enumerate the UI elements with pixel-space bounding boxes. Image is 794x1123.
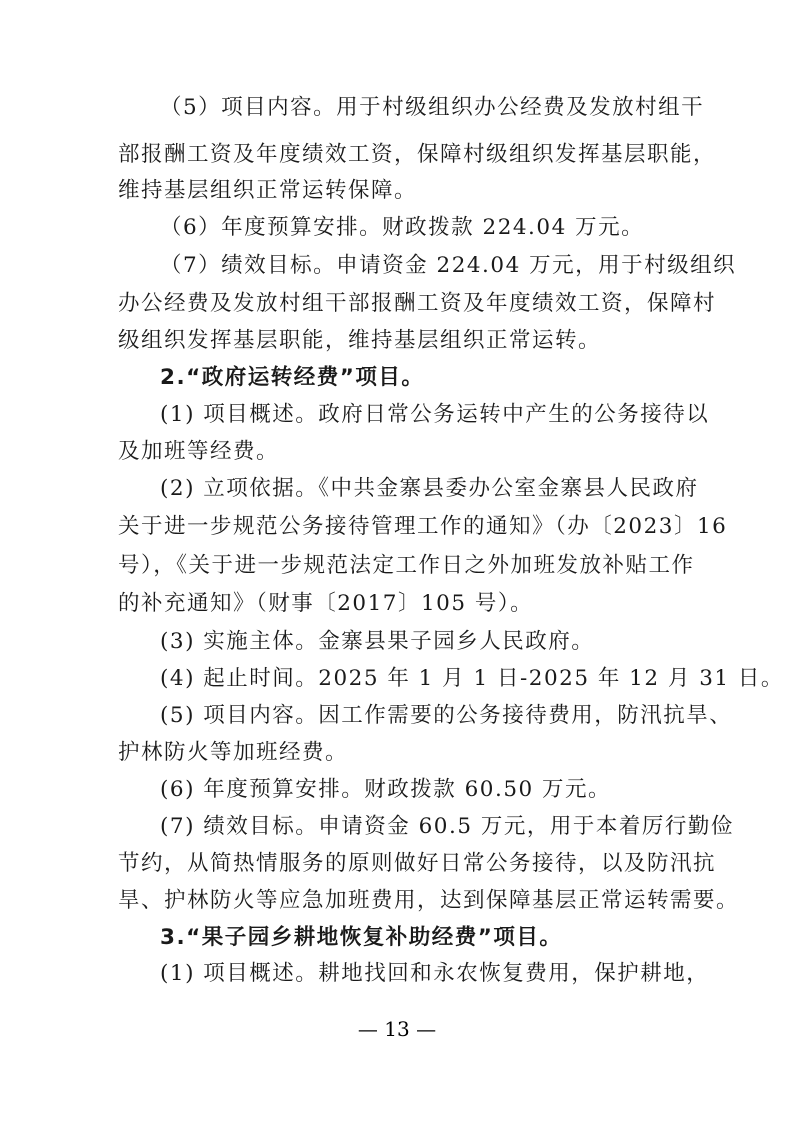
paragraph-line: 旱、护林防火等应急加班费用，达到保障基层正常运转需要。 <box>118 888 740 913</box>
paragraph-line: (7) 绩效目标。申请资金 60.5 万元，用于本着厉行勤俭 <box>160 814 734 839</box>
page-number: — 13 — <box>357 1017 437 1041</box>
paragraph-line: (6) 年度预算安排。财政拨款 60.50 万元。 <box>160 777 612 802</box>
paragraph-line: 部报酬工资及年度绩效工资，保障村级组织发挥基层职能， <box>118 142 717 167</box>
paragraph-line: 关于进一步规范公务接待管理工作的通知》（办〔2023〕16 <box>118 514 728 539</box>
paragraph-line: 节约，从简热情服务的原则做好日常公务接待，以及防汛抗 <box>118 851 717 876</box>
paragraph-line: (5) 项目内容。因工作需要的公务接待费用，防汛抗旱、 <box>160 703 733 728</box>
paragraph-line: 护林防火等加班经费。 <box>118 740 349 765</box>
paragraph-line: (3) 实施主体。金寨县果子园乡人民政府。 <box>160 629 595 654</box>
paragraph-line: 及加班等经费。 <box>118 439 280 464</box>
paragraph-line: （7）绩效目标。申请资金 224.04 万元，用于村级组织 <box>160 253 737 278</box>
paragraph-line: (1) 项目概述。政府日常公务运转中产生的公务接待以 <box>160 402 710 427</box>
section-heading: 2.“政府运转经费”项目。 <box>160 365 425 390</box>
paragraph-line: (4) 起止时间。2025 年 1 月 1 日-2025 年 12 月 31 日。 <box>160 666 784 691</box>
paragraph-line: 维持基层组织正常运转保障。 <box>118 178 418 203</box>
paragraph-line: 号），《关于进一步规范法定工作日之外加班发放补贴工作 <box>118 553 695 578</box>
paragraph-line: (2) 立项依据。《中共金寨县委办公室金寨县人民政府 <box>160 476 699 501</box>
paragraph-line: 的补充通知》（财事〔2017〕105 号）。 <box>118 591 534 616</box>
paragraph-line: 办公经费及发放村组干部报酬工资及年度绩效工资，保障村 <box>118 291 717 316</box>
paragraph-line: 级组织发挥基层职能，维持基层组织正常运转。 <box>118 328 602 353</box>
paragraph-line: （6）年度预算安排。财政拨款 224.04 万元。 <box>160 215 645 240</box>
section-heading: 3.“果子园乡耕地恢复补助经费”项目。 <box>160 925 563 950</box>
paragraph-line: （5）项目内容。用于村级组织办公经费及发放村组干 <box>160 95 705 120</box>
paragraph-line: (1) 项目概述。耕地找回和永农恢复费用，保护耕地， <box>160 961 710 986</box>
